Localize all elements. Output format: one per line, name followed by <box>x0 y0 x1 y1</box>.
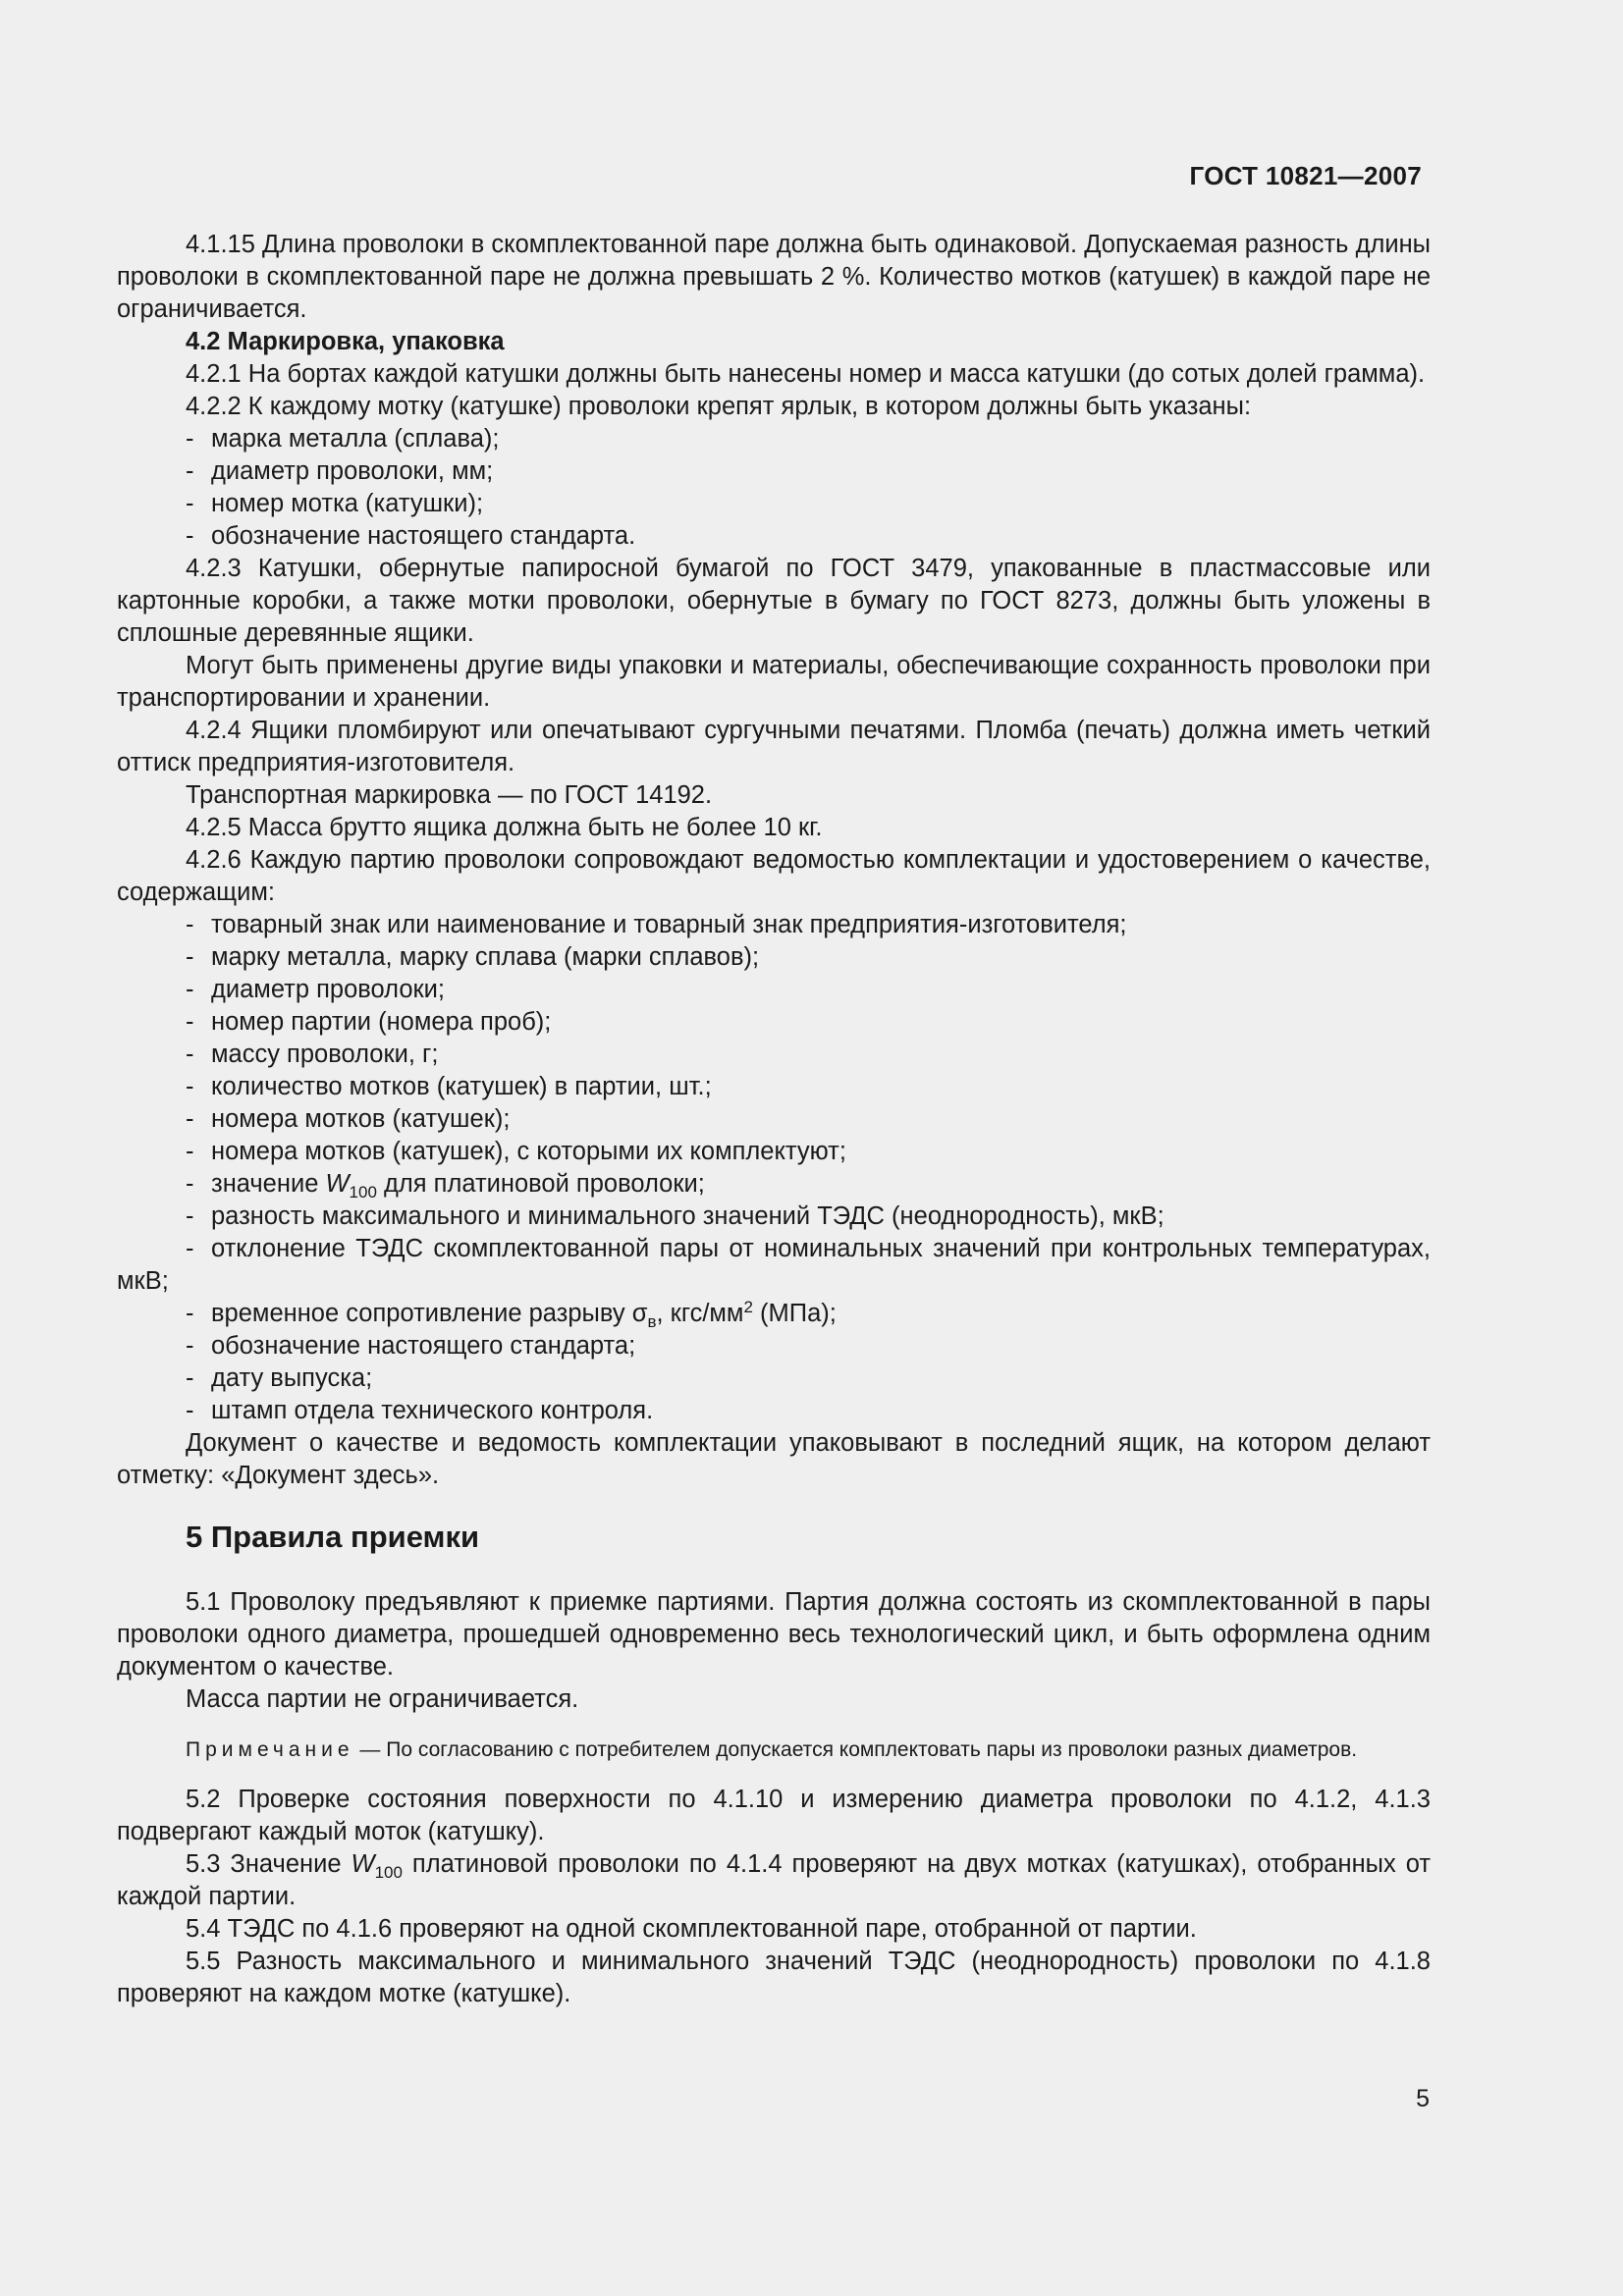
list-item: - номера мотков (катушек), с которыми их комплектуют; <box>186 1138 846 1165</box>
list-item: - отклонение ТЭДС скомплектованной пары от номинальных значений при контрольных температурах, мкВ; <box>117 1235 1431 1295</box>
list-item: - номера мотков (катушек); <box>186 1105 511 1133</box>
paragraph-4-2-3: 4.2.3 Катушки, обернутые папиросной бумагой по ГОСТ 3479, упакованные в пластмассовые или картонные коробки, а также мотки проволоки, обернутые в бумагу по ГОСТ 8273, должны быть уложены в сплошные деревянные ящики. <box>117 555 1431 647</box>
list-item: - номер мотка (катушки); <box>186 490 484 517</box>
paragraph-4-2-2: 4.2.2 К каждому мотку (катушке) проволоки крепят ярлык, в котором должны быть указаны: <box>186 393 1252 420</box>
list-item: - марку металла, марку сплава (марки сплавов); <box>186 943 760 971</box>
section-heading-4-2: 4.2 Маркировка, упаковка <box>186 328 505 355</box>
paragraph-5-1-continued: Масса партии не ограничивается. <box>186 1685 579 1713</box>
list-item: - обозначение настоящего стандарта; <box>186 1332 636 1360</box>
paragraph-4-2-5: 4.2.5 Масса брутто ящика должна быть не более 10 кг. <box>186 814 823 841</box>
list-item: - диаметр проволоки, мм; <box>186 457 494 485</box>
list-item: - разность максимального и минимального значений ТЭДС (неоднородность), мкВ; <box>186 1202 1164 1230</box>
paragraph-5-3: 5.3 Значение $W_{100}$ платиновой проволоки по 4.1.4 проверяют на двух мотках (катушках), отобранных от каждой партии. <box>117 1850 1432 1910</box>
list-item: - товарный знак или наименование и товарный знак предприятия-изготовителя; <box>186 911 1127 938</box>
note <box>117 1735 1431 1764</box>
list-item: - временное сопротивление разрыву $\sigma_в$, кгс/$мм^2$ (МПа); <box>186 1298 837 1331</box>
note-text: — По согласованию с потребителем допускается комплектовать пары из проволоки разных диаметров. <box>353 1738 1358 1761</box>
section-heading-5: 5 Правила приемки <box>186 1520 480 1554</box>
paragraph-5-5: 5.5 Разность максимального и минимального значений ТЭДС (неоднородность) проволоки по 4.1.8 проверяют на каждом мотке (катушке). <box>117 1948 1431 2007</box>
paragraph-4-2-6-continued: Документ о качестве и ведомость комплектации упаковывают в последний ящик, на котором делают отметку: «Документ здесь». <box>117 1429 1431 1489</box>
paragraph-4-2-4-continued: Транспортная маркировка — по ГОСТ 14192. <box>186 781 713 809</box>
list-item: - штамп отдела технического контроля. <box>186 1397 654 1424</box>
list-item: - марка металла (сплава); <box>186 425 500 453</box>
list-item: - обозначение настоящего стандарта. <box>186 522 636 550</box>
paragraph-5-2: 5.2 Проверке состояния поверхности по 4.1.10 и измерению диаметра проволоки по 4.1.2, 4.1.3 подвергают каждый моток (катушку). <box>117 1786 1431 1845</box>
list-item: - номер партии (номера проб); <box>186 1008 552 1036</box>
list-item: - массу проволоки, г; <box>186 1041 439 1068</box>
document-code-header: ГОСТ 10821—2007 <box>1189 161 1422 190</box>
list-item: - значение $W_{100}$ для платиновой проволоки; <box>186 1170 705 1201</box>
paragraph-4-2-4: 4.2.4 Ящики пломбируют или опечатывают сургучными печатями. Пломба (печать) должна иметь четкий оттиск предприятия-изготовителя. <box>117 717 1431 776</box>
paragraph-5-4: 5.4 ТЭДС по 4.1.6 проверяют на одной скомплектованной паре, отобранной от партии. <box>186 1915 1197 1943</box>
paragraph-5-1: 5.1 Проволоку предъявляют к приемке партиями. Партия должна состоять из скомплектованной в пары проволоки одного диаметра, прошедшей одновременно весь технологический цикл, и быть оформлена одним документом о качестве. <box>117 1588 1431 1681</box>
note-label: Примечание <box>186 1738 354 1761</box>
list-item: - диаметр проволоки; <box>186 976 446 1003</box>
document-body <box>117 229 1431 2010</box>
paragraph-4-2-6: 4.2.6 Каждую партию проволоки сопровождают ведомостью комплектации и удостоверением о качестве, содержащим: <box>117 846 1431 906</box>
paragraph-4-1-15: 4.1.15 Длина проволоки в скомплектованной паре должна быть одинаковой. Допускаемая разность длины проволоки в скомплектованной паре не должна превышать 2 %. Количество мотков (катушек) в каждой паре не ограничивается. <box>117 231 1431 323</box>
list-item: - количество мотков (катушек) в партии, шт.; <box>186 1073 712 1100</box>
page-number: 5 <box>1416 2085 1430 2112</box>
list-item: - дату выпуска; <box>186 1364 373 1392</box>
paragraph-4-2-3-continued: Могут быть применены другие виды упаковки и материалы, обеспечивающие сохранность проволоки при транспортировании и хранении. <box>117 652 1431 712</box>
paragraph-4-2-1: 4.2.1 На бортах каждой катушки должны быть нанесены номер и масса катушки (до сотых долей грамма). <box>186 360 1426 388</box>
